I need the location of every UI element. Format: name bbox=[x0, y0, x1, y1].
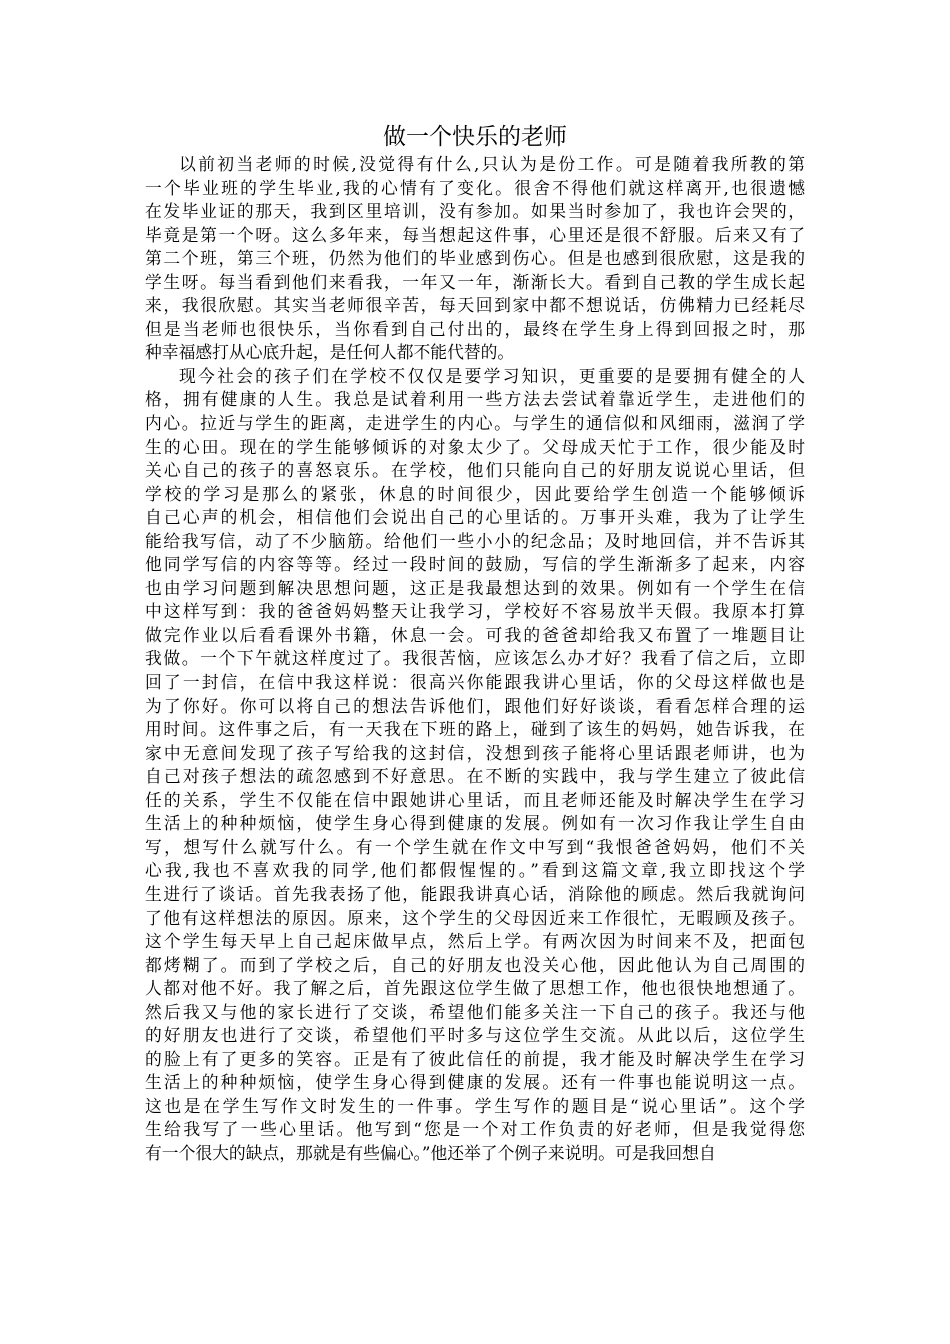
text-line: 来，我很欣慰。其实当老师很辛苦，每天回到家中都不想说话，仿佛精力已经耗尽 bbox=[145, 295, 805, 316]
text-line: 生的心田。现在的学生能够倾诉的对象太少了。父母成天忙于工作，很少能及时 bbox=[145, 436, 805, 457]
text-line: 我做。一个下午就这样度过了。我很苦恼，应该怎么办才好？我看了信之后，立即 bbox=[145, 648, 805, 669]
text-line: 生进行了谈话。首先我表扬了他，能跟我讲真心话，消除他的顾虑。然后我就询问 bbox=[145, 883, 805, 904]
text-line: 中这样写到：我的爸爸妈妈整天让我学习，学校好不容易放半天假。我原本打算 bbox=[145, 601, 805, 622]
text-line: 能给我写信，动了不少脑筋。给他们一些小小的纪念品；及时地回信，并不告诉其 bbox=[145, 530, 805, 551]
text-line: 自己心声的机会，相信他们会说出自己的心里话的。万事开头难，我为了让学生 bbox=[145, 507, 805, 528]
text-line: 他同学写信的内容等等。经过一段时间的鼓励，写信的学生渐渐多了起来，内容 bbox=[145, 554, 805, 575]
document-title: 做一个快乐的老师 bbox=[383, 124, 567, 150]
text-line: 的好朋友也进行了交谈，希望他们平时多与这位学生交流。从此以后，这位学生 bbox=[145, 1025, 805, 1046]
text-line: 的脸上有了更多的笑容。正是有了彼此信任的前提，我才能及时解决学生在学习 bbox=[145, 1048, 805, 1069]
text-line: 生活上的种种烦恼，使学生身心得到健康的发展。例如有一次习作我让学生自由 bbox=[145, 813, 805, 834]
text-line: 回了一封信，在信中我这样说：很高兴你能跟我讲心里话，你的父母这样做也是 bbox=[145, 672, 805, 693]
text-line: 现今社会的孩子们在学校不仅仅是要学习知识，更重要的是要拥有健全的人 bbox=[179, 365, 805, 386]
text-line: 为了你好。你可以将自己的想法告诉他们，跟他们好好谈谈，看看怎样合理的运 bbox=[145, 695, 805, 716]
text-line: 第二个班，第三个班，仍然为他们的毕业感到伤心。但是也感到很欣慰，这是我的 bbox=[145, 248, 805, 269]
text-line: 一个毕业班的学生毕业,我的心情有了变化。很舍不得他们就这样离开,也很遗憾 bbox=[145, 177, 805, 198]
text-line: 用时间。这件事之后，有一天我在下班的路上，碰到了该生的妈妈，她告诉我，在 bbox=[145, 719, 805, 740]
text-line: 内心。拉近与学生的距离，走进学生的内心。与学生的通信似和风细雨，滋润了学 bbox=[145, 413, 805, 434]
document-body bbox=[145, 153, 805, 1166]
paragraph bbox=[145, 153, 805, 365]
text-line: 人都对他不好。我了解之后，首先跟这位学生做了思想工作，他也很快地想通了。 bbox=[145, 978, 805, 999]
text-line: 在发毕业证的那天，我到区里培训，没有参加。如果当时参加了，我也许会哭的， bbox=[145, 201, 805, 222]
text-line: 生活上的种种烦恼，使学生身心得到健康的发展。还有一件事也能说明这一点。 bbox=[145, 1072, 805, 1093]
text-line: 生给我写了一些心里话。他写到“您是一个对工作负责的好老师，但是我觉得您 bbox=[145, 1119, 805, 1140]
text-line: 了他有这样想法的原因。原来，这个学生的父母因近来工作很忙，无暇顾及孩子。 bbox=[145, 907, 805, 928]
text-line: 关心自己的孩子的喜怒哀乐。在学校，他们只能向自己的好朋友说说心里话，但 bbox=[145, 460, 805, 481]
text-line: 格，拥有健康的人生。我总是试着利用一些方法去尝试着靠近学生，走进他们的 bbox=[145, 389, 805, 410]
text-line: 也由学习问题到解决思想问题，这正是我最想达到的效果。例如有一个学生在信 bbox=[145, 577, 805, 598]
text-line: 写，想写什么就写什么。有一个学生就在作文中写到“我恨爸爸妈妈，他们不关 bbox=[145, 836, 805, 857]
text-line: 以前初当老师的时候,没觉得有什么,只认为是份工作。可是随着我所教的第 bbox=[179, 154, 805, 174]
text-line: 做完作业以后看看课外书籍，休息一会。可我的爸爸却给我又布置了一堆题目让 bbox=[145, 624, 805, 645]
text-line: 这也是在学生写作文时发生的一件事。学生写作的题目是“说心里话”。这个学 bbox=[145, 1095, 805, 1116]
text-line: 种幸福感打从心底升起，是任何人都不能代替的。 bbox=[145, 342, 515, 363]
text-line: 自己对孩子想法的疏忽感到不好意思。在不断的实践中，我与学生建立了彼此信 bbox=[145, 766, 805, 787]
text-line: 心我,我也不喜欢我的同学,他们都假惺惺的。”看到这篇文章,我立即找这个学 bbox=[145, 860, 805, 881]
text-line: 任的关系，学生不仅能在信中跟她讲心里话，而且老师还能及时解决学生在学习 bbox=[145, 789, 805, 810]
text-line: 学校的学习是那么的紧张，休息的时间很少，因此要给学生创造一个能够倾诉 bbox=[145, 483, 805, 504]
text-line: 毕竟是第一个呀。这么多年来，每当想起这件事，心里还是很不舒服。后来又有了 bbox=[145, 224, 805, 245]
text-line: 这个学生每天早上自己起床做早点，然后上学。有两次因为时间来不及，把面包 bbox=[145, 931, 805, 952]
text-line: 都烤糊了。而到了学校之后，自己的好朋友也没关心他，因此他认为自己周围的 bbox=[145, 954, 805, 975]
text-line: 学生呀。每当看到他们来看我，一年又一年，渐渐长大。看到自己教的学生成长起 bbox=[145, 271, 805, 292]
text-line: 然后我又与他的家长进行了交谈，希望他们能多关注一下自己的孩子。我还与他 bbox=[145, 1001, 805, 1022]
text-line: 家中无意间发现了孩子写给我的这封信，没想到孩子能将心里话跟老师讲，也为 bbox=[145, 742, 805, 763]
paragraph bbox=[145, 365, 805, 1166]
text-line: 但是当老师也很快乐，当你看到自己付出的，最终在学生身上得到回报之时，那 bbox=[145, 318, 805, 339]
text-line: 有一个很大的缺点，那就是有些偏心。”他还举了个例子来说明。可是我回想自 bbox=[145, 1142, 716, 1163]
